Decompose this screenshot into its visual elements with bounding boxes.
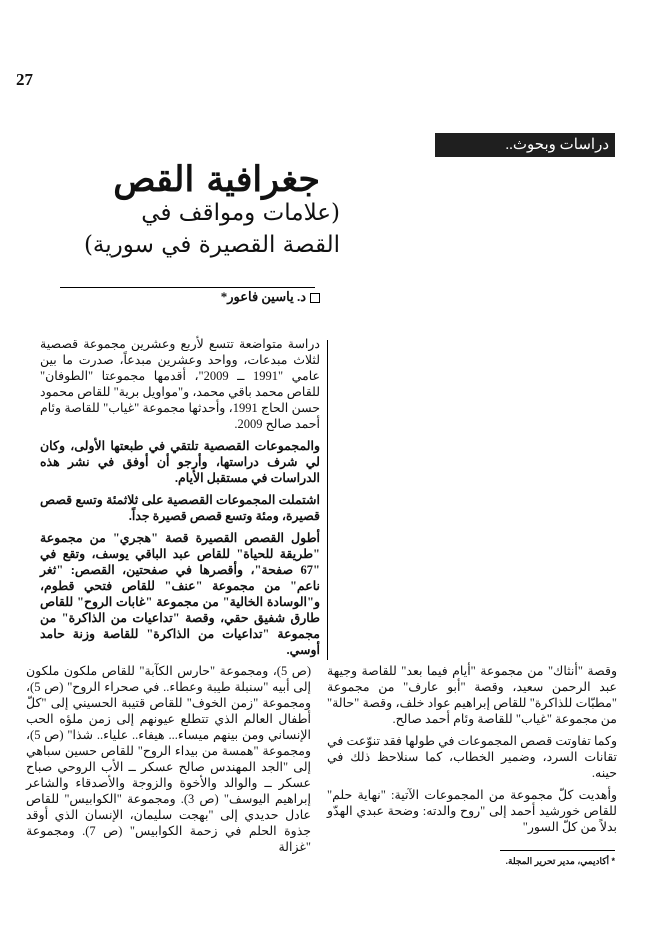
paragraph: أطول القصص القصيرة قصة "هجري" من مجموعة "طريقة للحياة" للقاص عبد الباقي يوسف، وتقع في "67 صفحة"، وأقصرها في صفحتين، القصص: "ثغر ناعم" من مجموعة "عنف" للقاص فتحي قطوم، و"الوسادة الخالية" من مجموعة "غابات الروح" للقاص طارق شفيق حقي، وقصة "تداعيات من الذاكرة" من مجموعة "تداعيات من الذاكرة" للقاصة وزنة حامد أوسي. (40, 531, 320, 657)
paragraph: والمجموعات القصصية تلتقي في طبعتها الأولى، وكان لي شرف دراستها، وأرجو أن أوفق في نشر هذه الدراسات في مستقبل الأيام. (40, 439, 320, 485)
subtitle-line-2: القصة القصيرة في سورية) (83, 232, 340, 258)
paragraph: وكما تفاوتت قصص المجموعات في طولها فقد تنوّعت في تقانات السرد، وضمير الخطاب، كما سنلاحظ ذلك في حينه. (327, 734, 617, 780)
paragraph: دراسة متواضعة تتسع لأربع وعشرين مجموعة قصصية لثلاث مبدعات، وواحد وعشرين مبدعاً، صدرت ما بين عامي "1991 ــ 2009"، أقدمها مجموعتا "الطوفان" للقاص محمد باقي محمد، و"مواويل برية" للقاص محمود حسن الحاج 1991، وأحدثها مجموعة "غياب" للقاصة وئام أحمد صالح 2009. (40, 337, 321, 431)
article-subtitle (40, 197, 340, 261)
page-number: 27 (16, 70, 33, 89)
left-column (26, 663, 311, 861)
checkbox-bullet-icon (310, 293, 320, 303)
right-column (327, 663, 617, 841)
paragraph: اشتملت المجموعات القصصية على ثلاثمئة وتسع قصص قصيرة، ومئة وتسع قصص قصيرة جداً. (40, 493, 320, 523)
section-tag: دراسات وبحوث.. (435, 133, 615, 157)
author-name: د. ياسين فاعور* (220, 289, 306, 304)
author-divider (60, 287, 315, 288)
subtitle-line-1: (علامات ومواقف في (141, 200, 340, 226)
paragraph: وقصة "أنثاك" من مجموعة "أيام فيما بعد" للقاصة وجيهة عبد الرحمن سعيد، وقصة "أبو عارف" من مجموعة "مطبّات للذاكرة" للقاص إبراهيم عواد خلف، وقصة "حالة" من مجموعة "غياب" للقاصة وئام أحمد صالح. (327, 664, 617, 726)
column-rule (327, 340, 328, 660)
article-title: جغرافية القص (113, 159, 320, 200)
footnote: * أكاديمي، مدير تحرير المجلة. (505, 856, 615, 866)
paragraph: (ص 5)، ومجموعة "حارس الكآبة" للقاص ملكون ملكون إلى أبيه "سنبلة طيبة وعطاء.. في صحراء الروح" (ص 5)، ومجموعة "زمن الخوف" للقاص قتيبة الحسيني إلى "كلّ أطفال العالم الذي تتطلع عيونهم إلى زمن ملؤه الحب الإنساني ومن بينهم ميساء... هيفاء.. علياء.. شذا" (ص 5)، ومجموعة "همسة من بيداء الروح" للقاص حسين سباهي إلى "الجد المهندس صالح عسكر ــ الأب الروحي صباح عسكر ــ والوالد والأخوة والزوجة والأصدقاء والشاعر إبراهيم اليوسف" (ص 3). ومجموعة "الكوابيس" للقاص عادل حديدي إلى "بهجت سليمان، الإنسان الذي أوقد جذوة الحلم في زحمة الكوابيس" (ص 7). ومجموعة "غزالة (26, 664, 311, 854)
paragraph: وأهديت كلّ مجموعة من المجموعات الآتية: "نهاية حلم" للقاص خورشيد أحمد إلى "روح والدته: وضحة عبدي الهدّو بدلاً من كلّ السور" (327, 788, 617, 834)
author-line (130, 289, 320, 305)
footnote-divider (500, 850, 615, 851)
intro-column (40, 336, 320, 664)
